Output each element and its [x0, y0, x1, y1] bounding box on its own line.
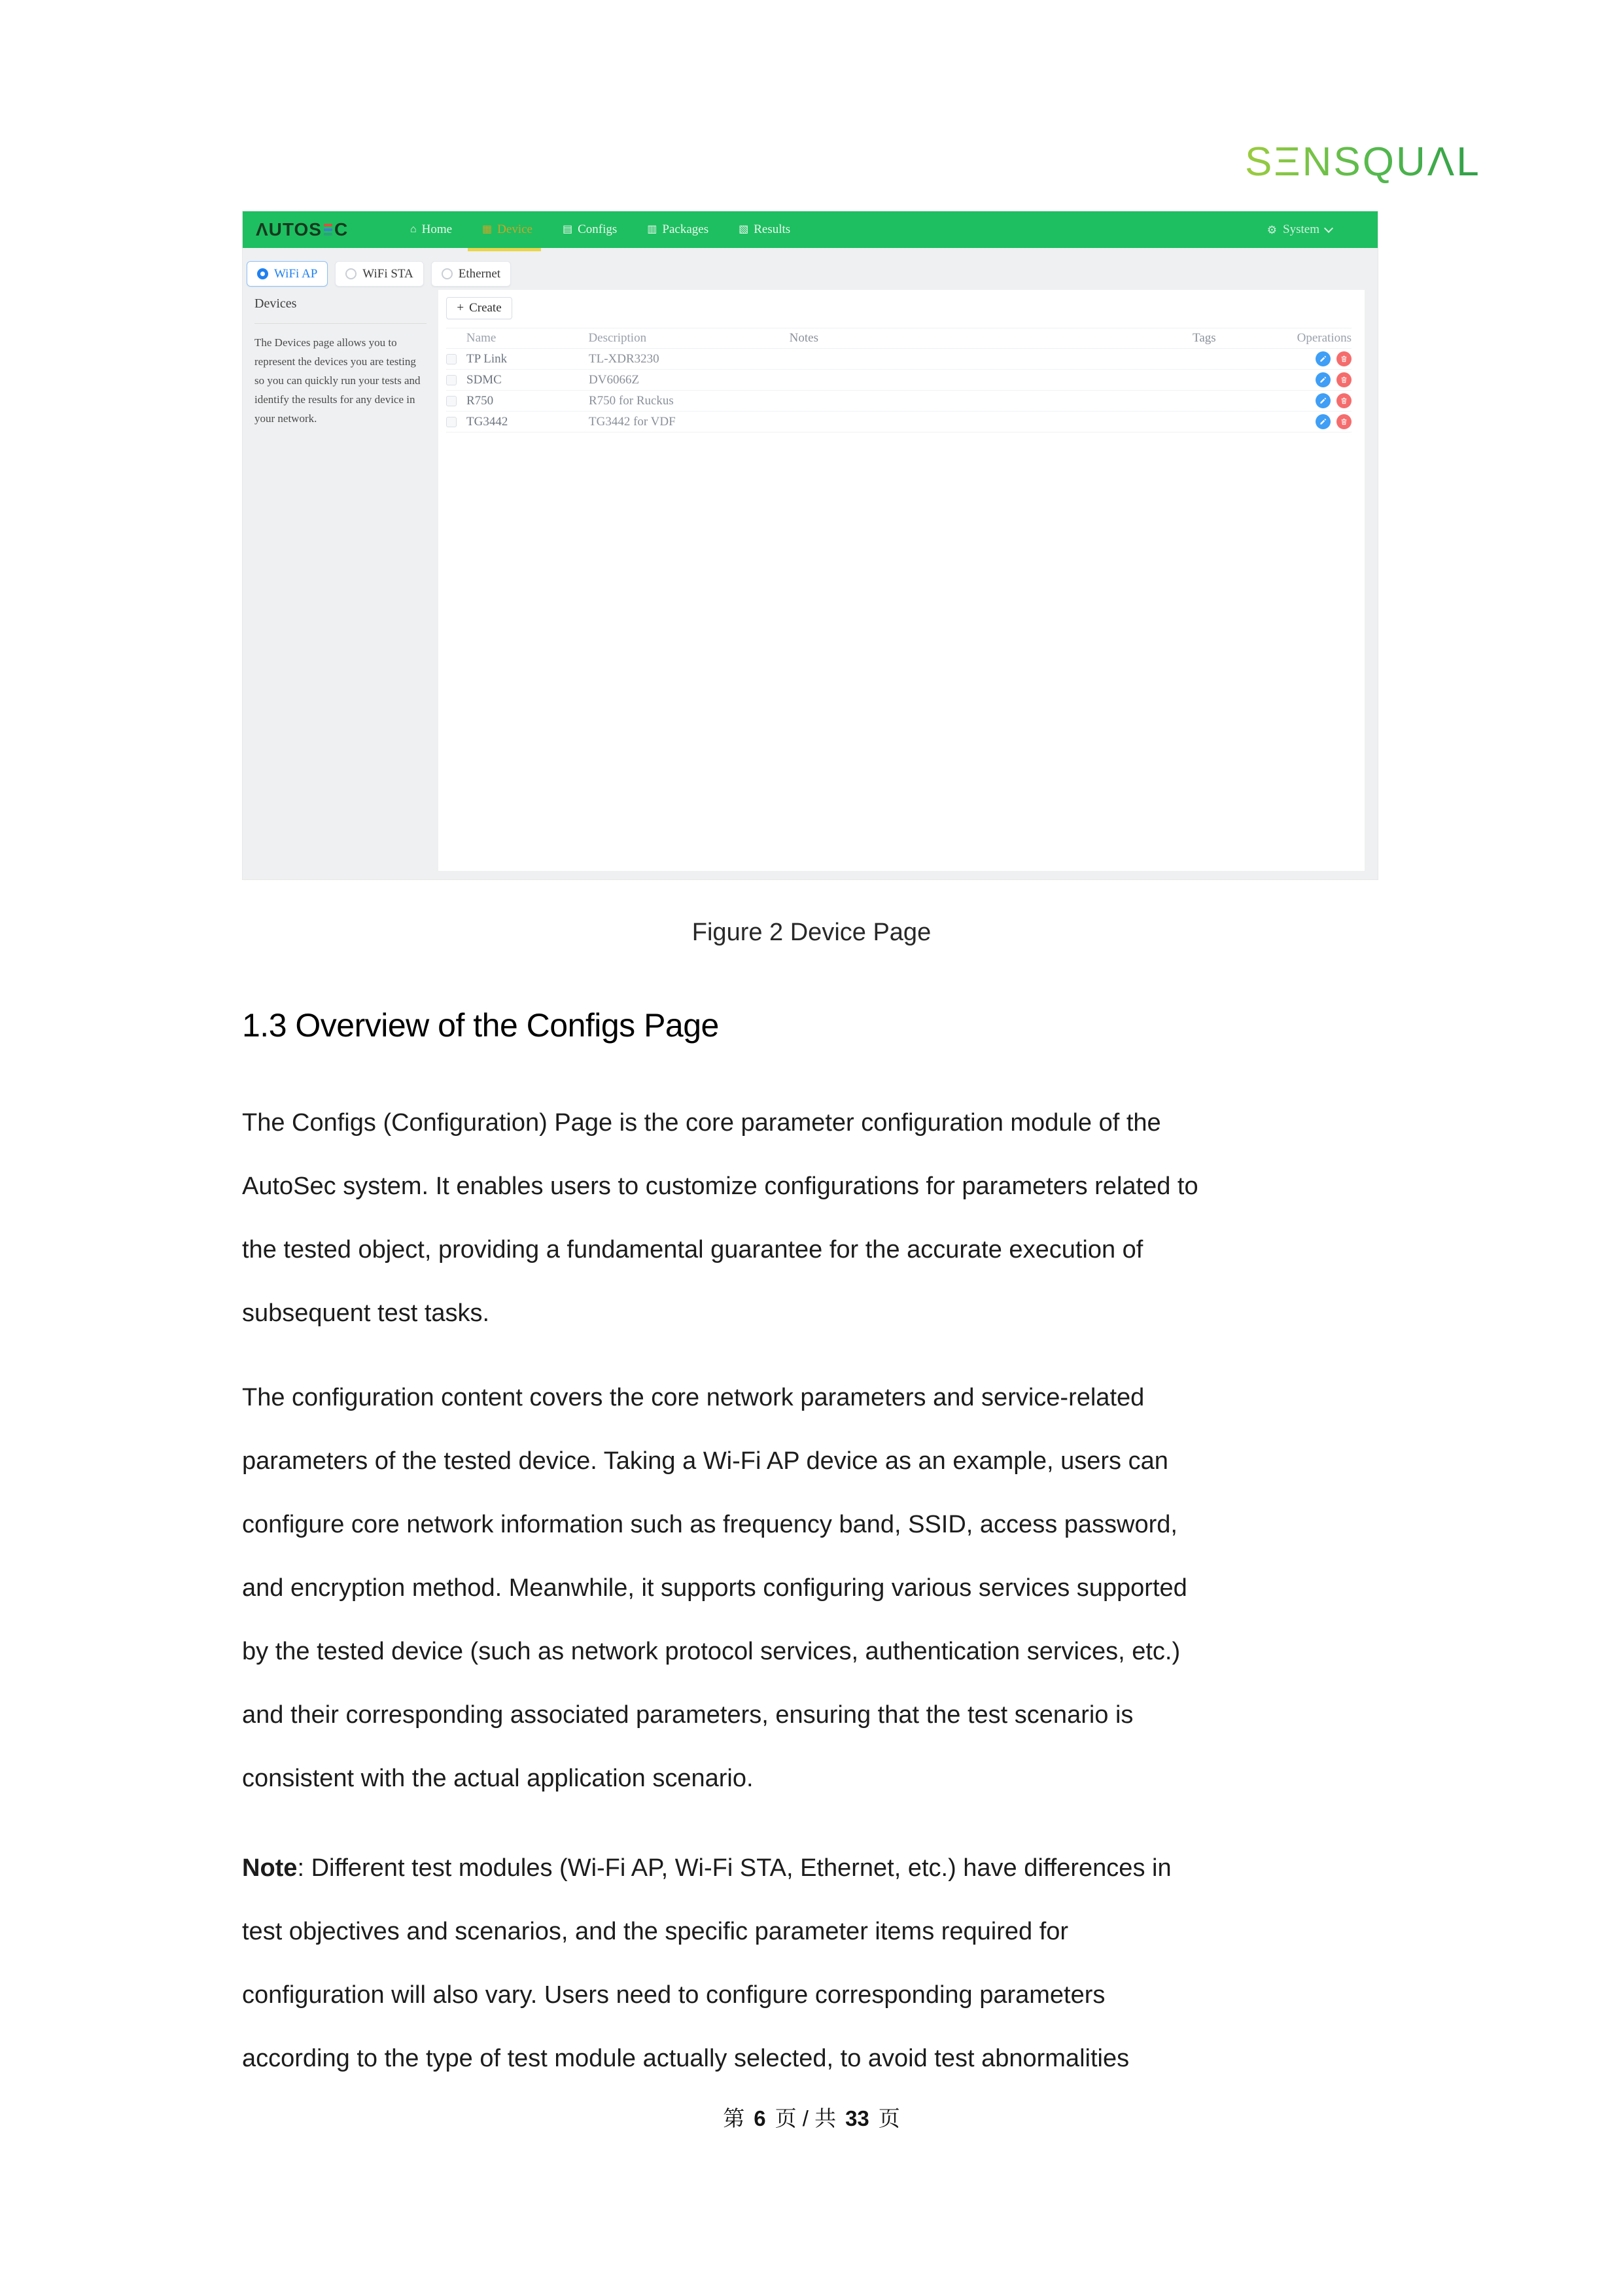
- sensqual-brand-logo: SΞNSQUΛL: [1245, 139, 1481, 185]
- cell-description: DV6066Z: [589, 372, 640, 387]
- body-line: The configuration content covers the core network parameters and service-related: [242, 1384, 1145, 1411]
- radio-unselected-icon: [345, 268, 357, 279]
- body-line: subsequent test tasks.: [242, 1299, 490, 1327]
- footer-prefix: 第: [723, 2106, 745, 2130]
- configs-icon: ▤: [562, 224, 573, 235]
- app-navbar: [243, 211, 1378, 248]
- paragraph-2: [242, 1366, 1187, 1810]
- footer-total-pages: 33: [845, 2106, 869, 2130]
- column-header-description: Description: [588, 331, 647, 345]
- column-header-name: Name: [466, 331, 497, 345]
- create-button-label: Create: [469, 301, 502, 315]
- paragraph-note: [242, 1837, 1172, 2091]
- chevron-down-icon: [1324, 223, 1333, 232]
- table-header-row: [446, 328, 1352, 349]
- body-line: configuration will also vary. Users need to configure corresponding parameters: [242, 1981, 1106, 2009]
- radio-option-wifi-ap[interactable]: [247, 261, 328, 287]
- page-footer: [0, 2102, 1623, 2132]
- footer-suffix: 页: [878, 2106, 900, 2130]
- home-icon: ⌂: [410, 224, 417, 235]
- figure-caption: Figure 2 Device Page: [691, 919, 932, 946]
- nav-label: Packages: [662, 222, 709, 236]
- row-checkbox[interactable]: [446, 396, 457, 406]
- body-line: configure core network information such as frequency band, SSID, access password,: [242, 1511, 1178, 1538]
- table-row: [446, 349, 1352, 370]
- autosec-logo: [256, 219, 348, 240]
- column-header-operations: Operations: [1297, 331, 1352, 345]
- edit-button[interactable]: [1316, 351, 1331, 366]
- nav-item-home[interactable]: [410, 222, 452, 237]
- edit-button[interactable]: [1316, 393, 1331, 408]
- system-menu[interactable]: [1267, 211, 1332, 248]
- cell-description: TL-XDR3230: [589, 351, 659, 366]
- nav-item-device[interactable]: [482, 222, 532, 237]
- body-line: and encryption method. Meanwhile, it supports configuring various services supported: [242, 1574, 1187, 1602]
- note-line-rest: : Different test modules (Wi-Fi AP, Wi-Fi STA, Ethernet, etc.) have differences in: [297, 1854, 1172, 1882]
- active-nav-underline: [468, 248, 541, 251]
- table-row: [446, 370, 1352, 391]
- cell-name: R750: [466, 393, 494, 408]
- body-line: [242, 1837, 1172, 1900]
- delete-button[interactable]: [1336, 351, 1352, 366]
- sidebar-divider: [254, 323, 427, 324]
- autosec-logo-e-bars-icon: [324, 224, 332, 236]
- nav-label: Results: [754, 222, 791, 236]
- radio-label: Ethernet: [458, 266, 501, 281]
- autosec-logo-text-left: ΛUTOS: [256, 219, 322, 239]
- body-line: parameters of the tested device. Taking a Wi-Fi AP device as an example, users can: [242, 1447, 1168, 1475]
- body-line: according to the type of test module actually selected, to avoid test abnormalities: [242, 2045, 1130, 2072]
- body-line: AutoSec system. It enables users to customize configurations for parameters related to: [242, 1173, 1198, 1200]
- nav-label: Home: [421, 222, 453, 236]
- delete-button[interactable]: [1336, 414, 1352, 429]
- devices-table: [446, 328, 1352, 433]
- row-checkbox[interactable]: [446, 417, 457, 427]
- app-screenshot: [242, 211, 1378, 880]
- radio-label: WiFi STA: [362, 266, 413, 281]
- cell-description: R750 for Ruckus: [589, 393, 674, 408]
- radio-option-wifi-sta[interactable]: [335, 261, 423, 287]
- body-line: by the tested device (such as network protocol services, authentication services, etc.): [242, 1638, 1181, 1665]
- radio-option-ethernet[interactable]: [431, 261, 511, 287]
- results-icon: ▧: [739, 224, 749, 235]
- footer-current-page: 6: [754, 2106, 766, 2130]
- radio-selected-icon: [257, 268, 268, 279]
- body-line: The Configs (Configuration) Page is the core parameter configuration module of the: [242, 1109, 1161, 1137]
- body-line: test objectives and scenarios, and the specific parameter items required for: [242, 1918, 1069, 1945]
- create-button[interactable]: [446, 297, 512, 319]
- paragraph-1: [242, 1091, 1198, 1345]
- plus-icon: +: [457, 301, 464, 315]
- cell-name: SDMC: [466, 372, 502, 387]
- gear-icon: ⚙: [1266, 223, 1278, 236]
- main-nav: [410, 211, 790, 248]
- column-header-notes: Notes: [789, 331, 818, 345]
- section-heading: 1.3 Overview of the Configs Page: [242, 1007, 719, 1044]
- row-checkbox[interactable]: [446, 375, 457, 385]
- device-type-radio-group: [247, 261, 511, 287]
- edit-button[interactable]: [1316, 414, 1331, 429]
- body-line: and their corresponding associated parameters, ensuring that the test scenario is: [242, 1701, 1134, 1729]
- nav-item-packages[interactable]: [647, 222, 708, 237]
- radio-label: WiFi AP: [274, 266, 318, 281]
- body-line: the tested object, providing a fundamental guarantee for the accurate execution of: [242, 1236, 1143, 1263]
- device-icon: ▦: [482, 224, 493, 235]
- autosec-logo-text-right: C: [334, 219, 349, 239]
- sidebar-title: Devices: [254, 296, 297, 311]
- footer-middle: 页 / 共: [775, 2106, 837, 2130]
- nav-label: Configs: [578, 222, 618, 236]
- column-header-tags: Tags: [1193, 331, 1216, 345]
- cell-description: TG3442 for VDF: [589, 414, 676, 429]
- nav-label: Device: [497, 222, 532, 236]
- devices-sidebar: [254, 296, 427, 428]
- note-label: Note: [242, 1854, 298, 1882]
- system-menu-label: System: [1283, 222, 1319, 236]
- body-line: consistent with the actual application scenario.: [242, 1765, 754, 1792]
- cell-name: TP Link: [466, 351, 508, 366]
- nav-item-results[interactable]: [739, 222, 790, 237]
- cell-name: TG3442: [466, 414, 508, 429]
- edit-button[interactable]: [1316, 372, 1331, 387]
- nav-item-configs[interactable]: [563, 222, 617, 237]
- row-checkbox[interactable]: [446, 354, 457, 364]
- devices-panel: [438, 290, 1365, 871]
- sidebar-description: The Devices page allows you to represent the devices you are testing so you can quickly run your tests and identify the results for any device in your network.: [254, 336, 421, 425]
- delete-button[interactable]: [1336, 372, 1352, 387]
- radio-unselected-icon: [442, 268, 453, 279]
- table-row: [446, 412, 1352, 433]
- table-row: [446, 391, 1352, 412]
- packages-icon: ▥: [647, 224, 657, 235]
- delete-button[interactable]: [1336, 393, 1352, 408]
